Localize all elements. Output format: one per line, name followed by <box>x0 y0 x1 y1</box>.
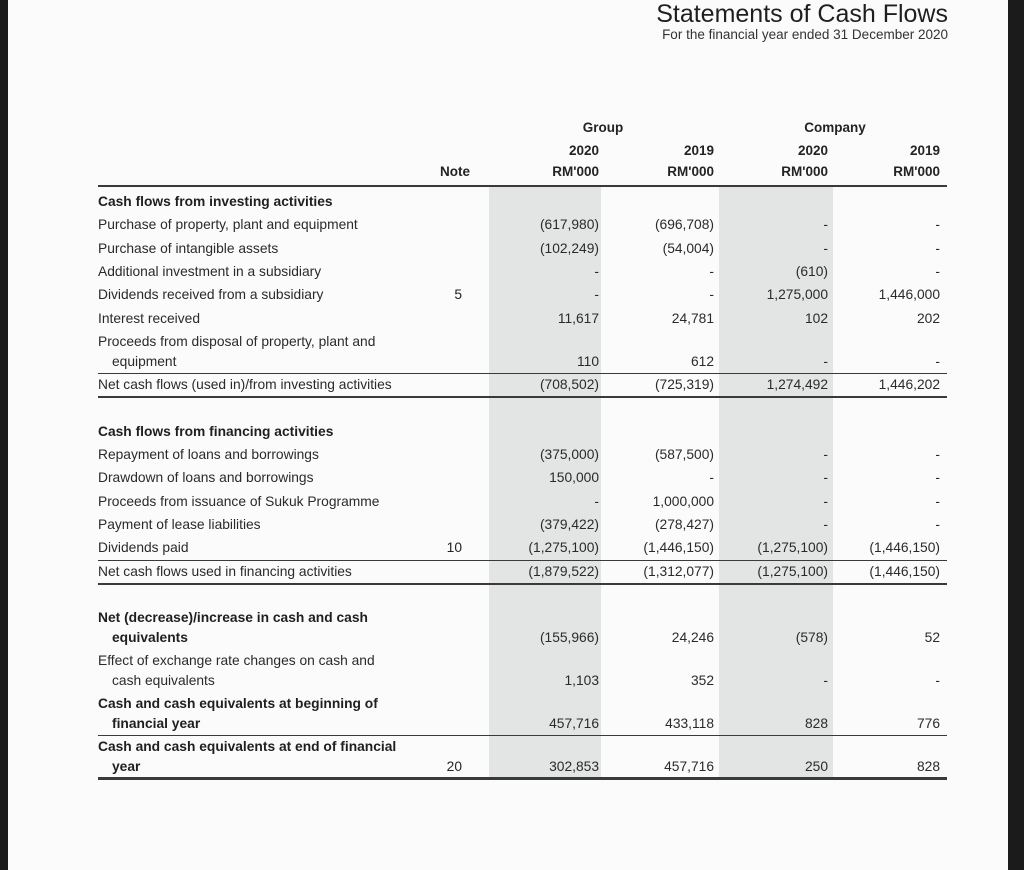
row-value: (375,000) <box>539 447 599 462</box>
row-value: - <box>823 470 828 485</box>
investing-subtotal-rule <box>98 373 947 374</box>
summary-value: 24,246 <box>671 630 714 645</box>
row-value: 1,000,000 <box>652 494 714 509</box>
row-value: 110 <box>577 354 599 369</box>
financing-heading: Cash flows from financing activities <box>98 424 334 439</box>
summary-value: 776 <box>916 716 940 731</box>
row-value: - <box>823 494 828 509</box>
row-label: Dividends paid <box>98 540 189 555</box>
row-value: - <box>823 447 828 462</box>
unit-company-2020: RM'000 <box>781 164 828 179</box>
summary-value: 457,716 <box>664 759 714 774</box>
total-value: (1,275,100) <box>757 564 828 579</box>
summary-value: (578) <box>795 630 828 645</box>
row-label: Drawdown of loans and borrowings <box>98 470 314 485</box>
row-label: Proceeds from issuance of Sukuk Programme <box>98 494 380 509</box>
row-label <box>98 332 428 372</box>
page-title: Statements of Cash Flows <box>656 0 948 28</box>
row-value: (379,422) <box>539 517 599 532</box>
unit-company-2019: RM'000 <box>893 164 940 179</box>
row-value: - <box>823 354 828 369</box>
total-value: (1,446,150) <box>869 564 940 579</box>
row-label: Purchase of property, plant and equipment <box>98 217 358 232</box>
financing-total-label: Net cash flows used in financing activities <box>98 564 352 579</box>
row-value: - <box>935 217 940 232</box>
row-value: 612 <box>690 354 714 369</box>
row-value: - <box>709 287 714 302</box>
row-value: (610) <box>795 264 828 279</box>
note-heading: Note <box>440 164 470 179</box>
summary-label <box>98 608 428 648</box>
summary-value: - <box>823 673 828 688</box>
year-group-2019: 2019 <box>683 143 714 158</box>
row-value: - <box>823 241 828 256</box>
row-label: Interest received <box>98 311 200 326</box>
row-label: Purchase of intangible assets <box>98 241 279 256</box>
total-value: (708,502) <box>539 377 599 392</box>
unit-group-2020: RM'000 <box>552 164 599 179</box>
row-value: 24,781 <box>671 311 714 326</box>
summary-value: - <box>935 673 940 688</box>
row-value: - <box>935 494 940 509</box>
row-value: 202 <box>916 311 940 326</box>
summary-label-line2: cash equivalents <box>112 673 215 688</box>
unit-group-2019: RM'000 <box>667 164 714 179</box>
row-label: Repayment of loans and borrowings <box>98 447 319 462</box>
investing-total-rule <box>98 396 947 398</box>
summary-label-line1: Cash and cash equivalents at beginning of <box>98 696 378 711</box>
financing-subtotal-rule <box>98 560 947 561</box>
total-value: 1,446,202 <box>878 377 940 392</box>
row-value: (696,708) <box>654 217 714 232</box>
row-value: - <box>935 447 940 462</box>
total-value: (1,312,077) <box>643 564 714 579</box>
row-value: - <box>935 241 940 256</box>
row-value: - <box>935 264 940 279</box>
note-ref: 5 <box>454 287 462 302</box>
row-value: - <box>823 217 828 232</box>
note-ref: 10 <box>446 540 462 555</box>
row-value: - <box>935 354 940 369</box>
final-total-rule <box>98 777 947 780</box>
summary-value: 828 <box>916 759 940 774</box>
row-label-line1: Proceeds from disposal of property, plant and <box>98 334 376 349</box>
summary-label-line2: financial year <box>112 716 201 731</box>
row-value: 102 <box>804 311 828 326</box>
row-label: Additional investment in a subsidiary <box>98 264 322 279</box>
summary-label <box>98 737 428 777</box>
group-heading: Group <box>582 120 624 135</box>
summary-value: (155,966) <box>539 630 599 645</box>
statement-page <box>8 0 1008 870</box>
note-ref: 20 <box>446 759 462 774</box>
summary-value: 352 <box>690 673 714 688</box>
year-company-2019: 2019 <box>909 143 940 158</box>
summary-label-line2: equivalents <box>112 630 188 645</box>
row-value: (278,427) <box>654 517 714 532</box>
row-value: (617,980) <box>539 217 599 232</box>
row-value: 11,617 <box>557 311 599 326</box>
summary-value: 457,716 <box>549 716 599 731</box>
summary-label <box>98 694 428 734</box>
summary-subtotal-rule <box>98 735 947 736</box>
row-value: (1,446,150) <box>869 540 940 555</box>
investing-heading: Cash flows from investing activities <box>98 194 333 209</box>
row-value: (587,500) <box>654 447 714 462</box>
summary-value: 828 <box>804 716 828 731</box>
row-value: - <box>594 264 599 279</box>
row-value: - <box>594 287 599 302</box>
row-value: - <box>709 470 714 485</box>
financing-total-rule <box>98 583 947 585</box>
row-value: (102,249) <box>539 241 599 256</box>
row-value: - <box>594 494 599 509</box>
row-value: - <box>709 264 714 279</box>
row-label: Dividends received from a subsidiary <box>98 287 324 302</box>
row-value: - <box>935 470 940 485</box>
summary-label-line1: Effect of exchange rate changes on cash and <box>98 653 375 668</box>
row-value: 1,446,000 <box>878 287 940 302</box>
total-value: (1,879,522) <box>528 564 599 579</box>
summary-value: 250 <box>804 759 828 774</box>
summary-value: 302,853 <box>549 759 599 774</box>
row-value: (1,275,100) <box>757 540 828 555</box>
summary-value: 52 <box>924 630 940 645</box>
year-company-2020: 2020 <box>797 143 828 158</box>
summary-label-line1: Cash and cash equivalents at end of financial <box>98 739 397 754</box>
row-label: Payment of lease liabilities <box>98 517 261 532</box>
company-heading: Company <box>804 120 866 135</box>
total-value: 1,274,492 <box>766 377 828 392</box>
row-value: 1,275,000 <box>766 287 828 302</box>
row-value: - <box>823 517 828 532</box>
summary-value: 1,103 <box>564 673 599 688</box>
investing-total-label: Net cash flows (used in)/from investing activities <box>98 377 392 392</box>
row-value: (54,004) <box>662 241 714 256</box>
total-value: (725,319) <box>654 377 714 392</box>
year-group-2020: 2020 <box>568 143 599 158</box>
page-subtitle: For the financial year ended 31 December 2020 <box>662 27 948 42</box>
header-rule <box>98 185 947 187</box>
row-value: (1,446,150) <box>643 540 714 555</box>
summary-value: 433,118 <box>665 716 714 731</box>
row-value: (1,275,100) <box>528 540 599 555</box>
row-label-line2: equipment <box>112 354 177 369</box>
summary-label-line2: year <box>112 759 141 774</box>
summary-label <box>98 651 428 691</box>
row-value: 150,000 <box>549 470 599 485</box>
row-value: - <box>935 517 940 532</box>
summary-label-line1: Net (decrease)/increase in cash and cash <box>98 610 368 625</box>
